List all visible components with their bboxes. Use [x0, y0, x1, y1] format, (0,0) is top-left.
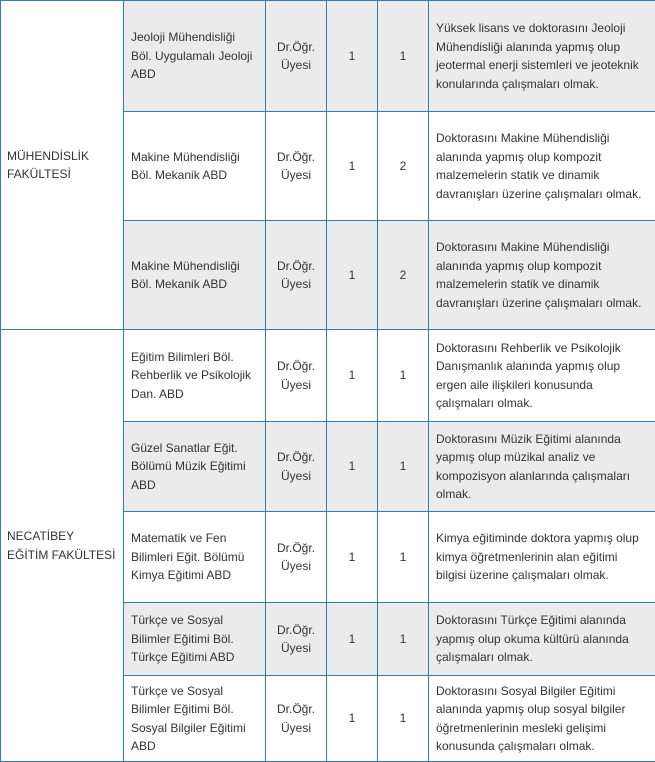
faculty-name-cell: NECATİBEY EĞİTİM FAKÜLTESİ — [1, 330, 124, 762]
count-b-cell: 1 — [378, 603, 429, 676]
title-cell: Dr.Öğr. Üyesi — [266, 676, 327, 762]
requirement-cell: Yüksek lisans ve doktorasını Jeoloji Mühendisliği alanında yapmış olup jeotermal enerji sistemleri ve jeoteknik konularında çalışmaları olmak. — [429, 1, 655, 112]
department-cell: Makine Mühendisliği Böl. Mekanik ABD — [124, 221, 266, 330]
count-a-cell: 1 — [327, 330, 378, 422]
count-b-cell: 1 — [378, 676, 429, 762]
count-a-cell: 1 — [327, 676, 378, 762]
count-a-cell: 1 — [327, 422, 378, 512]
count-a-cell: 1 — [327, 1, 378, 112]
title-cell: Dr.Öğr. Üyesi — [266, 422, 327, 512]
requirement-cell: Doktorasını Makine Mühendisliği alanında yapmış olup kompozit malzemelerin statik ve dinamik davranışları üzerine çalışmaları olmak. — [429, 112, 655, 221]
department-cell: Güzel Sanatlar Eğit. Bölümü Müzik Eğitimi ABD — [124, 422, 266, 512]
count-b-cell: 1 — [378, 330, 429, 422]
department-cell: Makine Mühendisliği Böl. Mekanik ABD — [124, 112, 266, 221]
requirement-cell: Doktorasını Müzik Eğitimi alanında yapmış olup müzikal analiz ve kompozisyon alanlarında çalışmaları olmak. — [429, 422, 655, 512]
department-cell: Türkçe ve Sosyal Bilimler Eğitimi Böl. Türkçe Eğitimi ABD — [124, 603, 266, 676]
department-cell: Jeoloji Mühendisliği Böl. Uygulamalı Jeoloji ABD — [124, 1, 266, 112]
count-b-cell: 1 — [378, 1, 429, 112]
requirement-cell: Kimya eğitiminde doktora yapmış olup kimya öğretmenlerinin alan eğitimi bilgisi üzerine çalışmaları olmak. — [429, 512, 655, 603]
table-row — [1, 330, 655, 422]
count-b-cell: 2 — [378, 112, 429, 221]
count-a-cell: 1 — [327, 603, 378, 676]
title-cell: Dr.Öğr. Üyesi — [266, 221, 327, 330]
title-cell: Dr.Öğr. Üyesi — [266, 112, 327, 221]
count-b-cell: 2 — [378, 221, 429, 330]
count-a-cell: 1 — [327, 112, 378, 221]
title-cell: Dr.Öğr. Üyesi — [266, 603, 327, 676]
table-row — [1, 1, 655, 112]
title-cell: Dr.Öğr. Üyesi — [266, 512, 327, 603]
requirement-cell: Doktorasını Sosyal Bilgiler Eğitimi alanında yapmış olup sosyal bilgiler öğretmenlerinin mesleki gelişimi konusunda çalışmaları olmak. — [429, 676, 655, 762]
department-cell: Eğitim Bilimleri Böl. Rehberlik ve Psikolojik Dan. ABD — [124, 330, 266, 422]
requirement-cell: Doktorasını Rehberlik ve Psikolojik Danışmanlık alanında yapmış olup ergen aile ilişkileri konusunda çalışmaları olmak. — [429, 330, 655, 422]
count-a-cell: 1 — [327, 512, 378, 603]
title-cell: Dr.Öğr. Üyesi — [266, 1, 327, 112]
count-b-cell: 1 — [378, 512, 429, 603]
faculty-name-cell: MÜHENDİSLİK FAKÜLTESİ — [1, 1, 124, 330]
count-b-cell: 1 — [378, 422, 429, 512]
requirement-cell: Doktorasını Makine Mühendisliği alanında yapmış olup kompozit malzemelerin statik ve dinamik davranışları üzerine çalışmaları olmak. — [429, 221, 655, 330]
count-a-cell: 1 — [327, 221, 378, 330]
department-cell: Türkçe ve Sosyal Bilimler Eğitimi Böl. Sosyal Bilgiler Eğitimi ABD — [124, 676, 266, 762]
title-cell: Dr.Öğr. Üyesi — [266, 330, 327, 422]
requirement-cell: Doktorasını Türkçe Eğitimi alanında yapmış olup okuma kültürü alanında çalışmaları olmak. — [429, 603, 655, 676]
department-cell: Matematik ve Fen Bilimleri Eğit. Bölümü Kimya Eğitimi ABD — [124, 512, 266, 603]
